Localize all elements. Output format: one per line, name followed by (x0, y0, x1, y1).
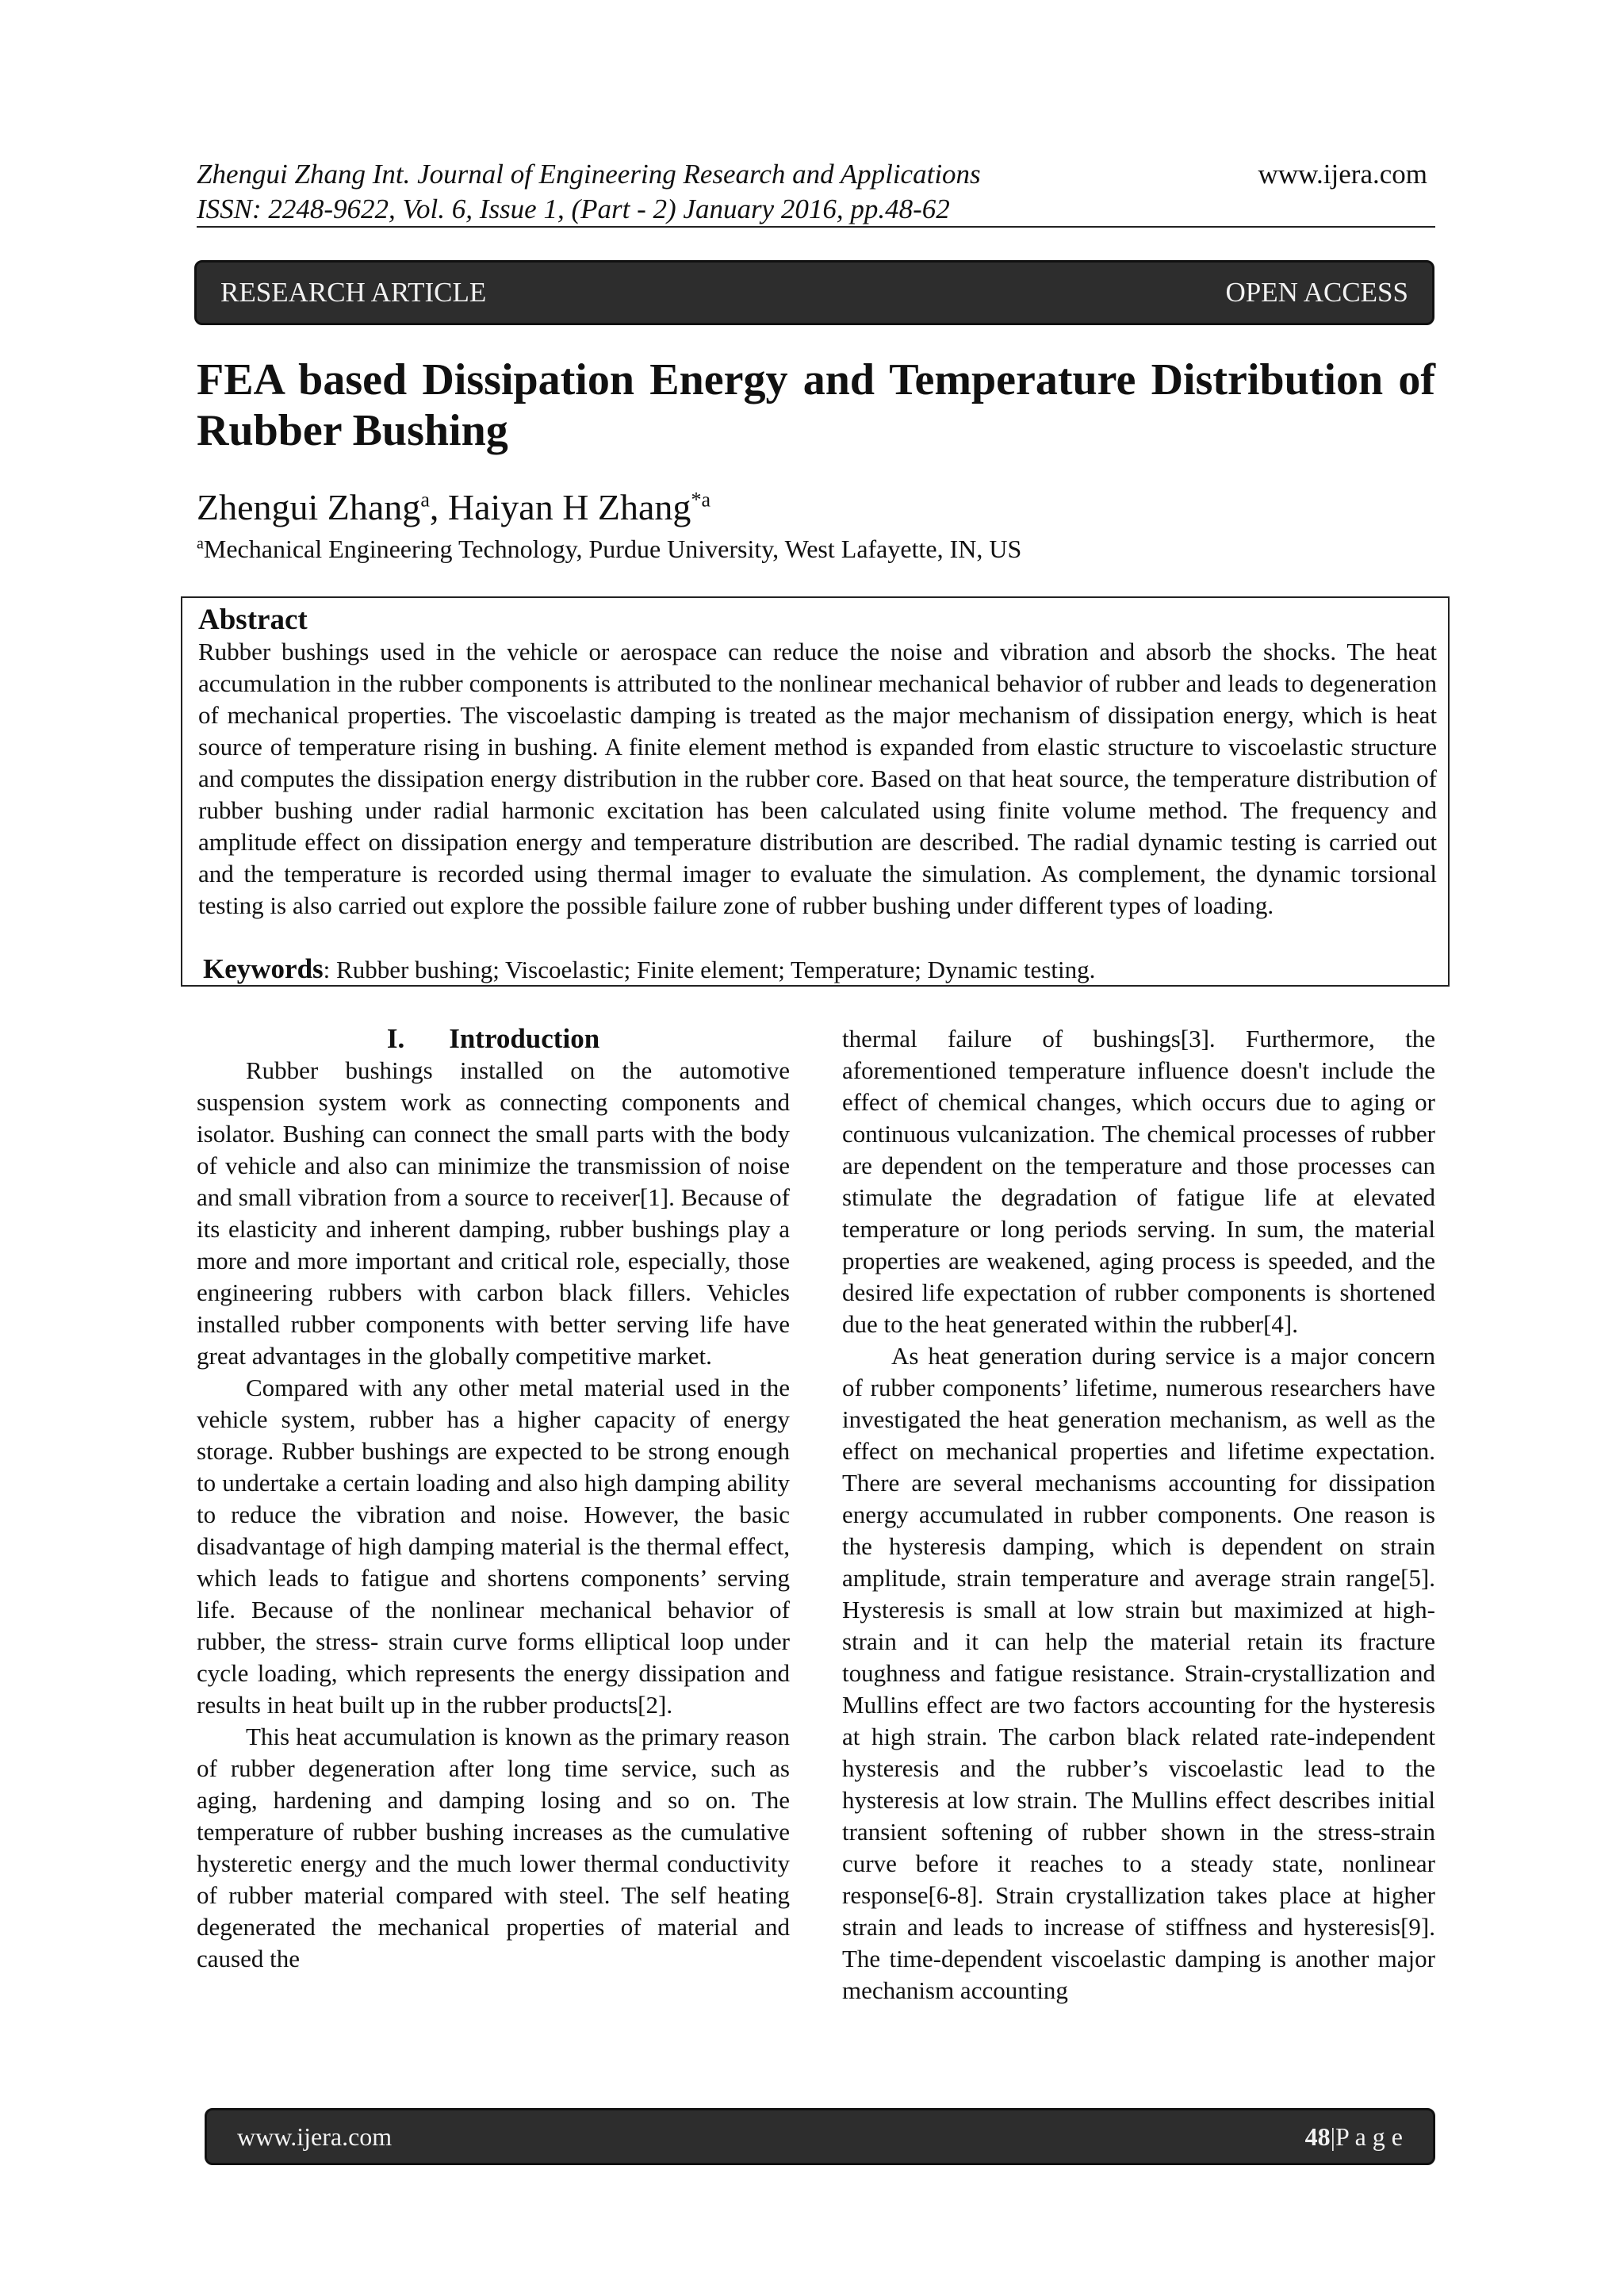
page-indicator (1305, 2122, 1403, 2152)
author-affiliation-mark: a (420, 488, 430, 512)
author-name: Haiyan H Zhang (447, 487, 691, 527)
abstract-heading: Abstract (198, 604, 308, 636)
author-list (197, 485, 710, 530)
article-type-banner (194, 260, 1434, 325)
affiliation-mark: a (197, 535, 204, 553)
affiliation (197, 533, 1021, 565)
page-footer (205, 2108, 1435, 2165)
body-column-left (197, 1023, 790, 1975)
journal-line: Zhengui Zhang Int. Journal of Engineering Research and Applications (197, 159, 981, 190)
paper-title-line-2: Rubber Bushing (197, 406, 508, 455)
header-divider (197, 226, 1435, 228)
issn-line: ISSN: 2248-9622, Vol. 6, Issue 1, (Part - 2) January 2016, pp.48-62 (197, 194, 950, 224)
author-separator: , (429, 487, 448, 527)
body-paragraph: As heat generation during service is a major concern of rubber components’ lifetime, numerous researchers have investigated the heat generation mechanism, as well as the effect on mechanical properties and lifetime expectation. There are several mechanisms accounting for dissipation energy accumulated in rubber components. One reason is the hysteresis damping, which is dependent on strain amplitude, strain temperature and average strain range[5]. Hysteresis is small at low strain but maximized at high-strain and it can help the material retain its fracture toughness and fatigue resistance. Strain-crystallization and Mullins effect are two factors accounting for the hysteresis at high strain. The carbon black related rate-independent hysteresis and the rubber’s viscoelastic lead to the hysteresis at low strain. The Mullins effect describes initial transient softening of rubber shown in the stress-strain curve before it reaches to a steady state, nonlinear response[6-8]. Strain crystallization takes place at higher strain and leads to increase of stiffness and hysteresis[9]. The time-dependent viscoelastic damping is another major mechanism accounting (842, 1342, 1435, 2004)
keywords-label: Keywords (203, 953, 324, 984)
keywords (203, 953, 1095, 986)
keywords-list: : Rubber bushing; Viscoelastic; Finite element; Temperature; Dynamic testing. (323, 956, 1096, 983)
footer-website-link[interactable]: www.ijera.com (237, 2122, 393, 2151)
header-website-link[interactable]: www.ijera.com (1258, 159, 1427, 190)
body-paragraph: Compared with any other metal material used in the vehicle system, rubber has a higher capacity of energy storage. Rubber bushings are expected to be strong enough to undertake a certain loading and also high damping ability to reduce the vibration and noise. However, the basic disadvantage of high damping material is the thermal effect, which leads to fatigue and shortens components’ serving life. Because of the nonlinear mechanical behavior of rubber, the stress- strain curve forms elliptical loop under cycle loading, which represents the energy dissipation and results in heat built up in the rubber products[2]. (197, 1374, 790, 1719)
author-name: Zhengui Zhang (197, 487, 421, 527)
running-header (197, 157, 1148, 227)
abstract-text: Rubber bushings used in the vehicle or aerospace can reduce the noise and vibration and absorb the shocks. The heat accumulation in the rubber components is attributed to the nonlinear mechanical behavior of rubber and leads to degeneration of mechanical properties. The viscoelastic damping is treated as the major mechanism of dissipation energy, which is heat source of temperature rising in bushing. A finite element method is expanded from elastic structure to viscoelastic structure and computes the dissipation energy distribution in the rubber core. Based on that heat source, the temperature distribution of rubber bushing under radial harmonic excitation has been calculated using finite volume method. The frequency and amplitude effect on dissipation energy and temperature distribution are described. The radial dynamic testing is carried out and the temperature is recorded using thermal imager to evaluate the simulation. As complement, the dynamic torsional testing is also carried out explore the possible failure zone of rubber bushing under different types of loading. (198, 638, 1437, 919)
page-label: |P a g e (1330, 2122, 1403, 2151)
affiliation-text: Mechanical Engineering Technology, Purdue University, West Lafayette, IN, US (203, 535, 1022, 563)
open-access-label: OPEN ACCESS (1225, 277, 1408, 308)
body-paragraph: Rubber bushings installed on the automotive suspension system work as connecting components and isolator. Bushing can connect the small parts with the body of vehicle and also can minimize the transmission of noise and small vibration from a source to receiver[1]. Because of its elasticity and inherent damping, rubber bushings play a more and more important and critical role, especially, those engineering rubbers with carbon black fillers. Vehicles installed rubber components with better serving life have great advantages in the globally competitive market. (197, 1056, 790, 1370)
body-paragraph: thermal failure of bushings[3]. Furthermore, the aforementioned temperature influence doesn't include the effect of chemical changes, which occurs due to aging or continuous vulcanization. The chemical processes of rubber are dependent on the temperature and those processes can stimulate the degradation of fatigue life at elevated temperature or long periods serving. In sum, the material properties are weakened, aging process is speeded, and the desired life expectation of rubber components is shortened due to the heat generated within the rubber[4]. (842, 1025, 1435, 1338)
section-number: I. (386, 1023, 405, 1054)
paper-title-line-1: FEA based Dissipation Energy and Temperature Distribution of (197, 355, 1435, 404)
body-column-right (842, 1023, 1435, 2007)
section-heading (197, 1023, 790, 1055)
author-affiliation-mark: *a (691, 488, 710, 512)
page-number: 48 (1304, 2122, 1331, 2151)
research-article-label: RESEARCH ARTICLE (220, 277, 487, 308)
body-paragraph: This heat accumulation is known as the primary reason of rubber degeneration after long time service, such as aging, hardening and damping losing and so on. The temperature of rubber bushing increases as the cumulative hysteretic energy and the much lower thermal conductivity of rubber material compared with steel. The self heating degenerated the mechanical properties of material and caused the (197, 1723, 790, 1972)
section-title: Introduction (449, 1023, 600, 1054)
